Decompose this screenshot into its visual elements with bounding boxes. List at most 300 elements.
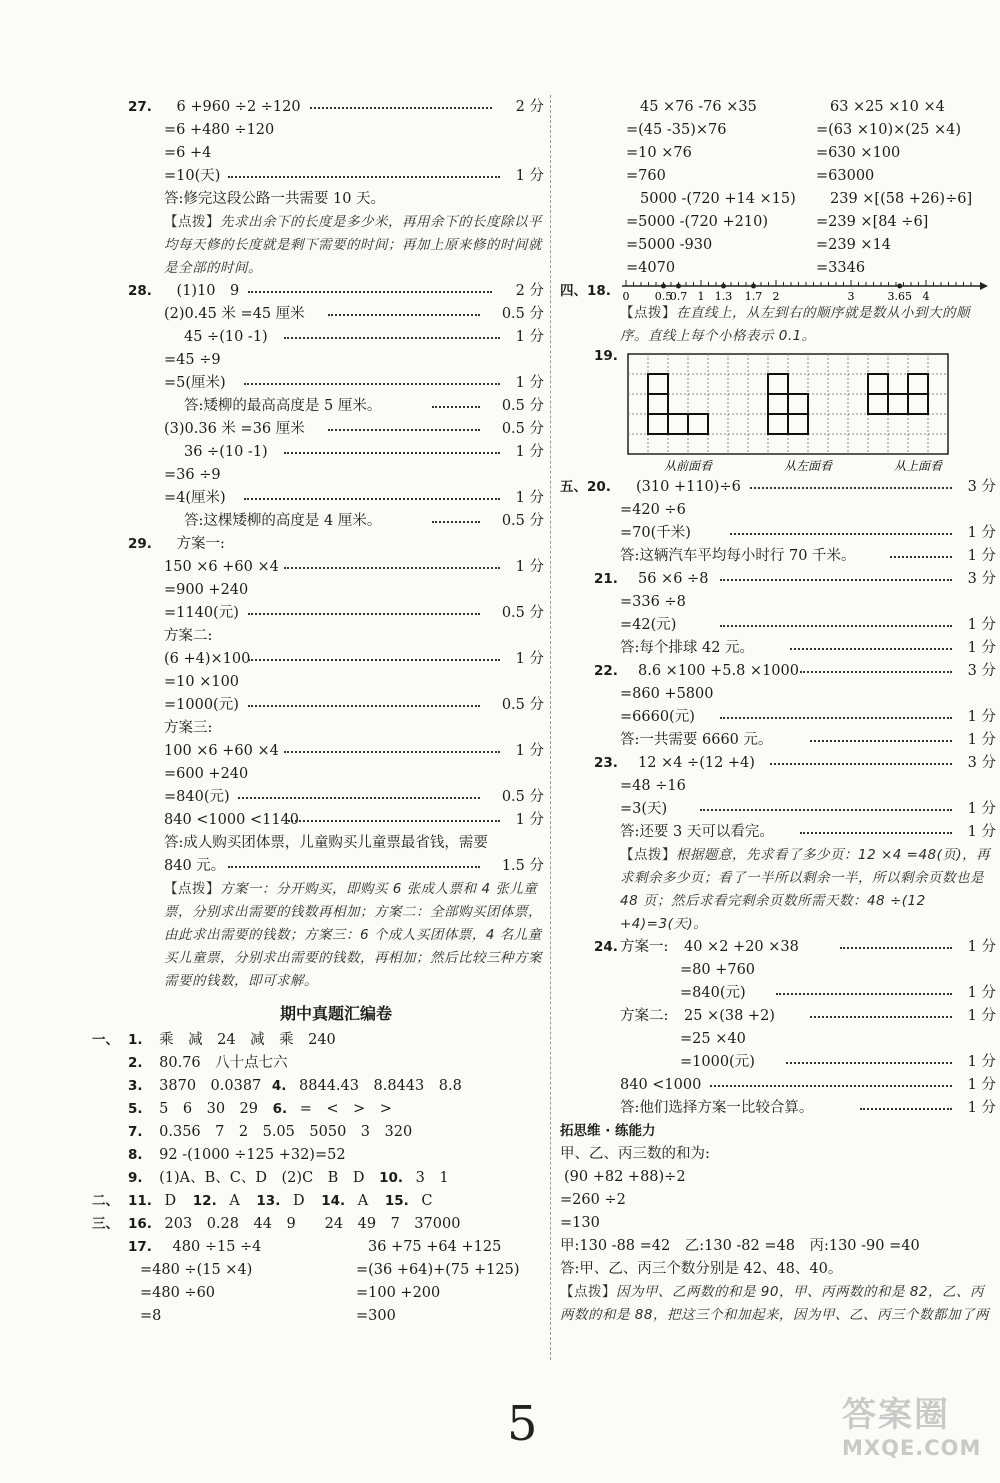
q24-plan1-label: 方案一: <box>620 939 669 955</box>
q8-number: 8. <box>128 1147 143 1163</box>
calc-right-cell: =(63 ×10)×(25 ×4) <box>816 122 962 138</box>
q27-line-1 <box>128 96 544 119</box>
view-label: 从左面看 <box>783 459 833 473</box>
calc-left-cell: =10 ×76 <box>626 145 692 161</box>
q29-plan1-result: =1140(元) <box>164 605 239 621</box>
q24-plan2-label: 方案二: <box>620 1008 669 1024</box>
q17-left-3: =480 ÷60 <box>140 1285 216 1301</box>
q21-score-4: 1 分 <box>967 640 996 656</box>
view-square <box>768 374 788 394</box>
q29-line-10 <box>128 740 544 763</box>
q22-line-1 <box>560 660 996 683</box>
hint-label: 【点拨】 <box>164 881 220 897</box>
q12-answer: A <box>229 1193 240 1209</box>
q24-number: 24. <box>594 939 618 955</box>
q28-score-2: 0.5 分 <box>501 306 544 322</box>
q29-score-c1: 1 分 <box>515 743 544 759</box>
view-square <box>648 374 668 394</box>
q27-result: =10(天) <box>164 168 221 184</box>
q16-number: 16. <box>128 1216 152 1232</box>
q29-score-a3: 0.5 分 <box>501 605 544 621</box>
q3-number: 3. <box>128 1078 143 1094</box>
q28-part1: (1)10 9 <box>176 283 240 299</box>
q23-score-3: 1 分 <box>967 801 996 817</box>
q28-line-7 <box>128 418 544 441</box>
q22-expr: 8.6 ×100 +5.8 ×1000 <box>638 663 799 679</box>
tick-label: 3.65 <box>887 290 912 302</box>
leader-dots <box>700 809 952 811</box>
q24-line-2: =80 +760 <box>680 962 756 978</box>
q20-line-2: =420 ÷6 <box>620 502 686 518</box>
q28-line-3 <box>128 326 544 349</box>
ext-line-3: =260 ÷2 <box>560 1192 626 1208</box>
tick-label: 1.3 <box>714 290 733 302</box>
calc-row <box>560 188 996 211</box>
q29-answer-2: 840 元。 <box>164 858 226 874</box>
q10-answer: 3 1 <box>415 1170 449 1186</box>
calc-left-cell: =(45 -35)×76 <box>626 122 727 138</box>
q23-answer: 答:还要 3 天可以看完。 <box>620 824 774 840</box>
leader-dots <box>248 613 480 615</box>
q28-answer-2: 答:这棵矮柳的高度是 4 厘米。 <box>184 513 382 529</box>
hint-text: 先求出余下的长度是多少米，再用余下的长度除以平均每天修的长度就是剩下需要的时间；再加上原来修的时间就是全部的时间。 <box>164 214 542 276</box>
leader-dots <box>248 705 480 707</box>
watermark-top: 答案圈 <box>842 1395 950 1435</box>
leader-dots <box>284 567 500 569</box>
left-column <box>92 96 544 1328</box>
q20-line-3 <box>560 522 996 545</box>
calc-left-cell: =4070 <box>626 260 676 276</box>
q24-plan1-expr: 40 ×2 +20 ×38 <box>684 939 799 955</box>
calc-row <box>560 142 996 165</box>
q29-line-6 <box>128 648 544 671</box>
q29-line-12 <box>128 786 544 809</box>
calc-row <box>560 119 996 142</box>
extension-title: 拓思维 · 练能力 <box>560 1123 656 1139</box>
q28-line-8 <box>128 441 544 464</box>
q28-score-6: 0.5 分 <box>501 398 544 414</box>
q17-left-4: =8 <box>140 1308 162 1324</box>
q29-plan2-label: 方案二: <box>164 628 213 644</box>
view-label: 从前面看 <box>663 459 713 473</box>
calc-right-cell: 239 ×[(58 +26)÷6] <box>830 191 973 207</box>
leader-dots <box>786 1062 952 1064</box>
q29-score-b3: 0.5 分 <box>501 697 544 713</box>
q17-right-2: =(36 +64)+(75 +125) <box>356 1262 520 1278</box>
calc-top <box>560 96 996 280</box>
calc-row <box>560 96 996 119</box>
q9-number: 9. <box>128 1170 143 1186</box>
q22-answer: 答:一共需要 6660 元。 <box>620 732 773 748</box>
view-square <box>788 414 808 434</box>
sec2-row <box>92 1190 544 1213</box>
q23-hint <box>560 844 996 936</box>
q11-answer: D <box>164 1193 177 1209</box>
leader-dots <box>800 671 952 673</box>
q28-score-7: 0.5 分 <box>501 421 544 437</box>
hint-label: 【点拨】 <box>620 847 676 863</box>
q24-line-1 <box>560 936 996 959</box>
hint-label: 【点拨】 <box>620 305 676 321</box>
q20-expr: (310 +110)÷6 <box>636 479 741 495</box>
q24-score-b1: 1 分 <box>967 1008 996 1024</box>
q10-number: 10. <box>379 1170 403 1186</box>
leader-dots <box>244 498 500 500</box>
q24-plan2-expr: 25 ×(38 +2) <box>684 1008 775 1024</box>
view-square <box>648 394 668 414</box>
q29-score-d1: 1 分 <box>515 812 544 828</box>
ext-line-5: 甲:130 -88 =42 乙:130 -82 =48 丙:130 -90 =40 <box>560 1238 920 1254</box>
sec2-label: 二、 <box>92 1193 119 1209</box>
q29-score-b1: 1 分 <box>515 651 544 667</box>
q22-score-4: 1 分 <box>967 732 996 748</box>
q29-line-1 <box>128 533 544 556</box>
q22-score-1: 3 分 <box>967 663 996 679</box>
q17-right-3: =100 +200 <box>356 1285 441 1301</box>
calc-right-cell: =630 ×100 <box>816 145 901 161</box>
tick-label: 2 <box>772 290 780 302</box>
q28-score-11: 0.5 分 <box>501 513 544 529</box>
leader-dots <box>432 406 480 408</box>
q22-line-3 <box>560 706 996 729</box>
q21-expr: 56 ×6 ÷8 <box>638 571 709 587</box>
leader-dots <box>810 1016 952 1018</box>
calc-left-cell: =5000 -(720 +210) <box>626 214 768 230</box>
view-square <box>768 394 788 414</box>
hint-text: 根据题意，先求看了多少页：12 ×4 =48(页)，再求剩余多少页；看了一半所以剩余一半，所以剩余页数也是 48 页；然后求看完剩余页数所需天数：48 ÷(12 +4)=3(天)。 <box>620 847 991 932</box>
leader-dots <box>840 947 952 949</box>
q18-row <box>560 280 996 306</box>
q28-score-5: 1 分 <box>515 375 544 391</box>
q27-line-3: =6 +4 <box>164 145 212 161</box>
q19-block <box>560 348 996 476</box>
ext-line-6: 答:甲、乙、丙三个数分别是 42、48、40。 <box>560 1261 843 1277</box>
q28-score-3: 1 分 <box>515 329 544 345</box>
calc-left-cell: 45 ×76 -76 ×35 <box>640 99 757 115</box>
q21-score-1: 3 分 <box>967 571 996 587</box>
leader-dots <box>810 740 952 742</box>
leader-dots <box>750 487 952 489</box>
q29-answer-1: 答:成人购买团体票，儿童购买儿童票最省钱，需要 <box>164 835 488 851</box>
q27-score-2: 1 分 <box>515 168 544 184</box>
hint-label: 【点拨】 <box>560 1284 616 1300</box>
q19-number: 19. <box>594 348 618 364</box>
q22-number: 22. <box>594 663 618 679</box>
calc-left-cell: =760 <box>626 168 666 184</box>
q29-score-a1: 1 分 <box>515 559 544 575</box>
calc-right-cell: =63000 <box>816 168 875 184</box>
leader-dots <box>328 314 480 316</box>
q29-line-15 <box>128 855 544 878</box>
q24-compare: 840 <1000 <box>620 1077 702 1093</box>
sec1-row-1 <box>92 1029 544 1052</box>
leader-dots <box>770 763 952 765</box>
q7-number: 7. <box>128 1124 143 1140</box>
q28-part3: (3)0.36 米 =36 厘米 <box>164 421 305 437</box>
sec3-label: 三、 <box>92 1216 119 1232</box>
q27-hint <box>128 211 544 280</box>
q29-plan2-result: =1000(元) <box>164 697 239 713</box>
q28-result-1: =5(厘米) <box>164 375 226 391</box>
q29-number: 29. <box>128 536 152 552</box>
q9-answer: (1)A、B、C、D (2)C B D <box>159 1170 365 1186</box>
view-square <box>688 414 708 434</box>
leader-dots <box>800 832 952 834</box>
q29-plan3-expr: 100 ×6 +60 ×4 <box>164 743 279 759</box>
sec1-row-3 <box>128 1075 544 1098</box>
q28-line-2 <box>128 303 544 326</box>
q24-plan2-result: =1000(元) <box>680 1054 755 1070</box>
leader-dots <box>720 625 952 627</box>
q17-right-1: 36 +75 +64 +125 <box>368 1239 502 1255</box>
q3-answer: 3870 0.0387 <box>159 1078 262 1094</box>
q24-line-6 <box>560 1051 996 1074</box>
q18-hint <box>560 302 996 348</box>
sec3-row <box>92 1213 544 1236</box>
view-square <box>908 394 928 414</box>
q20-result: =70(千米) <box>620 525 691 541</box>
calc-row <box>560 165 996 188</box>
q24-score-c1: 1 分 <box>967 1077 996 1093</box>
q23-expr: 12 ×4 ÷(12 +4) <box>638 755 755 771</box>
leader-dots <box>890 556 952 558</box>
q20-answer: 答:这辆汽车平均每小时行 70 千米。 <box>620 548 856 564</box>
calc-right-cell: =239 ×[84 ÷6] <box>816 214 929 230</box>
q22-line-2: =860 +5800 <box>620 686 714 702</box>
q24-score-b3: 1 分 <box>967 1054 996 1070</box>
leader-dots <box>790 648 952 650</box>
q29-score-c3: 0.5 分 <box>501 789 544 805</box>
q14-number: 14. <box>321 1193 346 1209</box>
q29-compare: 840 <1000 <1140 <box>164 812 299 828</box>
q20-label: 五、20. <box>560 479 611 495</box>
watermark-logo <box>842 1387 992 1477</box>
q23-line-1 <box>560 752 996 775</box>
q15-number: 15. <box>384 1193 409 1209</box>
q11-number: 11. <box>128 1193 152 1209</box>
q1-answer: 乘 减 24 减 乘 240 <box>159 1032 336 1048</box>
q28-line-6 <box>128 395 544 418</box>
q5-answer: 5 6 30 29 <box>159 1101 258 1117</box>
q17-row-4 <box>128 1305 544 1328</box>
q4-number: 4. <box>271 1078 287 1094</box>
tick-label: 3 <box>847 290 855 302</box>
q29-plan2-expr: (6 +4)×100 <box>164 651 251 667</box>
q24-line-4 <box>560 1005 996 1028</box>
q17-right-4: =300 <box>356 1308 396 1324</box>
q8-answer: 92 -(1000 ÷125 +32)=52 <box>159 1147 346 1163</box>
q6-answer: = < > > <box>299 1101 392 1117</box>
leader-dots <box>284 337 500 339</box>
q28-line-1 <box>128 280 544 303</box>
calc-right-cell: =3346 <box>816 260 866 276</box>
q21-answer: 答:每个排球 42 元。 <box>620 640 755 656</box>
q21-line-4 <box>560 637 996 660</box>
q29-line-4 <box>128 602 544 625</box>
q24-line-5: =25 ×40 <box>680 1031 746 1047</box>
q28-line-10 <box>128 487 544 510</box>
q27-score-1: 2 分 <box>515 99 544 115</box>
leader-dots <box>238 797 480 799</box>
q22-result: =6660(元) <box>620 709 695 725</box>
ext-line-1: 甲、乙、丙三数的和为: <box>560 1146 710 1162</box>
q17-number: 17. <box>128 1239 152 1255</box>
q23-result: =3(天) <box>620 801 668 817</box>
q29-line-2 <box>128 556 544 579</box>
q28-part2: (2)0.45 米 =45 厘米 <box>164 306 305 322</box>
view-square <box>668 414 688 434</box>
tick-label: 1.7 <box>744 290 763 302</box>
q20-line-1 <box>560 476 996 499</box>
view-square <box>868 374 888 394</box>
q22-score-3: 1 分 <box>967 709 996 725</box>
leader-dots <box>720 579 952 581</box>
sec1-row-6 <box>128 1144 544 1167</box>
q21-score-3: 1 分 <box>967 617 996 633</box>
q21-line-1 <box>560 568 996 591</box>
right-column <box>560 96 996 1327</box>
q27-line-2: =6 +480 ÷120 <box>164 122 275 138</box>
q17-row-1 <box>128 1236 544 1259</box>
leader-dots <box>720 717 952 719</box>
q17-left-1 <box>128 1236 261 1259</box>
q15-answer: C <box>421 1193 433 1209</box>
q29-line-8 <box>128 694 544 717</box>
q27-number: 27. <box>128 99 152 115</box>
calc-left-cell: =5000 -930 <box>626 237 713 253</box>
q29-line-11: =600 +240 <box>164 766 249 782</box>
tick-label: 1 <box>697 290 705 302</box>
q27-expr: 6 +960 ÷2 ÷120 <box>176 99 301 115</box>
q7-answer: 0.356 7 2 5.05 5050 3 320 <box>159 1124 413 1140</box>
leader-dots <box>730 533 952 535</box>
hint-text: 方案一：分开购买，即购买 6 张成人票和 4 张儿童票，分别求出需要的钱数再相加；方案二：全部购买团体票，由此求出需要的钱数；方案三：6 个成人买团体票，4 名儿童买儿童票，分别求出需要的钱数，再相加；然后比较三种方案需要的钱数，即可求解。 <box>164 881 542 989</box>
q28-line-4: =45 ÷9 <box>164 352 221 368</box>
q29-plan3-result: =840(元) <box>164 789 230 805</box>
q17-left-2: =480 ÷(15 ×4) <box>140 1262 253 1278</box>
q23-score-1: 3 分 <box>967 755 996 771</box>
q28-answer-1: 答:矮柳的最高高度是 5 厘米。 <box>184 398 382 414</box>
view-label: 从上面看 <box>893 459 943 473</box>
q28-line-9: =36 ÷9 <box>164 467 221 483</box>
q24-line-8 <box>560 1097 996 1120</box>
leader-dots <box>288 820 500 822</box>
tick-label: 0.7 <box>669 290 688 302</box>
leader-dots <box>228 176 500 178</box>
q20-score-1: 3 分 <box>967 479 996 495</box>
q29-plan3-label: 方案三: <box>164 720 213 736</box>
view-grid <box>626 352 966 480</box>
view-square <box>908 374 928 394</box>
q13-answer: D <box>292 1193 305 1209</box>
q29-score-ans: 1.5 分 <box>501 858 544 874</box>
leader-dots <box>248 659 500 661</box>
sec1-row-4 <box>128 1098 544 1121</box>
leader-dots <box>860 1108 952 1110</box>
leader-dots <box>776 993 952 995</box>
q28-line-5 <box>128 372 544 395</box>
q24-score-a3: 1 分 <box>967 985 996 1001</box>
q28-expr-2: 36 ÷(10 -1) <box>184 444 268 460</box>
q28-line-11 <box>128 510 544 533</box>
calc-row <box>560 234 996 257</box>
q17-row-2 <box>128 1259 544 1282</box>
leader-dots <box>228 866 480 868</box>
q28-score-8: 1 分 <box>515 444 544 460</box>
view-square <box>768 414 788 434</box>
tick-label: 0.5 <box>654 290 673 302</box>
leader-dots <box>310 107 492 109</box>
q5-number: 5. <box>128 1101 143 1117</box>
q27-line-4 <box>128 165 544 188</box>
q24-plan1-result: =840(元) <box>680 985 746 1001</box>
watermark-bottom: MXQE.COM <box>842 1436 982 1460</box>
leader-dots <box>710 1085 952 1087</box>
q17-left-expr: 480 ÷15 ÷4 <box>172 1239 262 1255</box>
q23-score-4: 1 分 <box>967 824 996 840</box>
q28-result-2: =4(厘米) <box>164 490 226 506</box>
q28-expr-1: 45 ÷(10 -1) <box>184 329 268 345</box>
q29-line-7: =10 ×100 <box>164 674 240 690</box>
q14-answer: A <box>357 1193 369 1209</box>
sec1-label: 一、 <box>92 1032 119 1048</box>
q16-answer: 203 0.28 44 9 24 49 7 37000 <box>164 1216 461 1232</box>
column-divider <box>550 95 551 1360</box>
q2-answer: 80.76 八十点七六 <box>159 1055 288 1071</box>
leader-dots <box>432 521 480 523</box>
leader-dots <box>284 452 500 454</box>
q23-line-2: =48 ÷16 <box>620 778 686 794</box>
calc-right-cell: =239 ×14 <box>816 237 892 253</box>
q24-line-7 <box>560 1074 996 1097</box>
hint-text: 因为甲、乙两数的和是 90，甲、丙两数的和是 82，乙、丙两数的和是 88，把这三个和加起来，因为甲、乙、丙三个数都加了两 <box>560 1284 989 1323</box>
q24-answer: 答:他们选择方案一比较合算。 <box>620 1100 814 1116</box>
sec1-row-2 <box>128 1052 544 1075</box>
q13-number: 13. <box>256 1193 281 1209</box>
q20-line-4 <box>560 545 996 568</box>
view-square <box>888 394 908 414</box>
q23-line-3 <box>560 798 996 821</box>
q28-score-10: 1 分 <box>515 490 544 506</box>
q1-number: 1. <box>128 1032 143 1048</box>
q29-line-13 <box>128 809 544 832</box>
section-title: 期中真题汇编卷 <box>279 1004 392 1023</box>
q27-answer: 答:修完这段公路一共需要 10 天。 <box>164 191 386 207</box>
calc-row <box>560 211 996 234</box>
q20-score-4: 1 分 <box>967 548 996 564</box>
hint-label: 【点拨】 <box>164 214 220 230</box>
hint-text: 在直线上，从左到右的顺序就是数从小到大的顺序。直线上每个小格表示 0.1。 <box>620 305 970 344</box>
q29-plan1-label: 方案一: <box>176 536 225 552</box>
leader-dots <box>244 383 500 385</box>
q29-plan1-expr: 150 ×6 +60 ×4 <box>164 559 279 575</box>
q4-answer: 8844.43 8.8443 8.8 <box>299 1078 462 1094</box>
view-square <box>648 414 668 434</box>
q29-hint <box>128 878 544 993</box>
q23-number: 23. <box>594 755 618 771</box>
q21-line-2: =336 ÷8 <box>620 594 686 610</box>
q21-line-3 <box>560 614 996 637</box>
q24-score-ans: 1 分 <box>967 1100 996 1116</box>
q23-line-4 <box>560 821 996 844</box>
tick-label: 0 <box>622 290 630 302</box>
q24-line-3 <box>560 982 996 1005</box>
tick-label: 4 <box>922 290 930 302</box>
page-number-mark: 5 <box>507 1396 538 1452</box>
view-square <box>868 394 888 414</box>
q22-line-4 <box>560 729 996 752</box>
leader-dots <box>248 291 492 293</box>
